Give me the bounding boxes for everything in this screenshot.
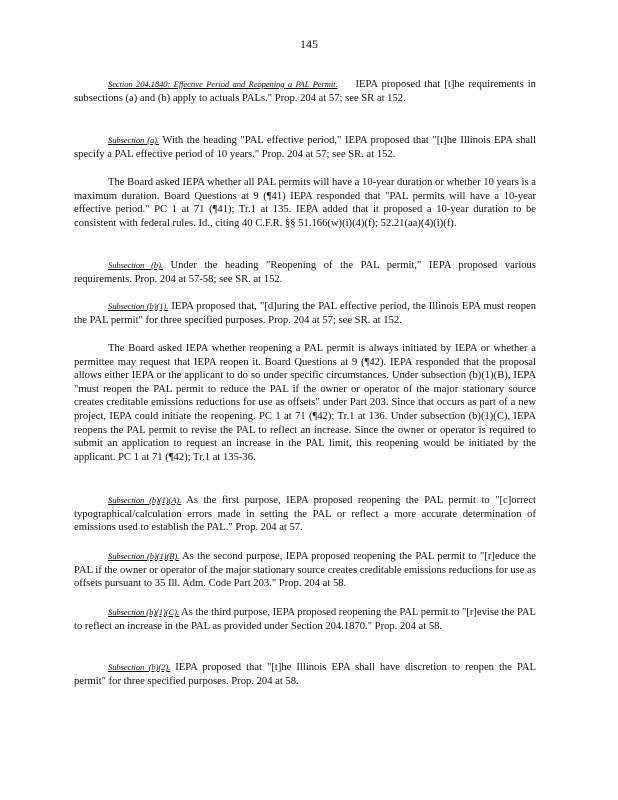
paragraph-subsection-a [74,134,536,161]
paragraph-text: IEPA proposed that [t]he requirements in subsections (a) and (b) apply to actuals PALs." Prop. 204 at 57; see SR at 152. [74,79,536,104]
paragraph-text: As the second purpose, IEPA proposed reopening the PAL permit to "[r]educe the PAL if the owner or operator of the major stationary source creates creditable emissions reductions for use as offsets pursuant to 35 Ill. Adm. Code Part 203." Prop. 204 at 58. [74,551,536,590]
paragraph-subsection-b-1 [74,300,536,327]
subsection-heading: Subsection (b)(1)(C). [108,607,179,617]
paragraph-text: IEPA proposed that "[t]he Illinois EPA shall have discretion to reopen the PAL permit" for three specified purposes. Prop. 204 at 58. [74,662,537,687]
paragraph-section-204-1840 [74,78,536,105]
subsection-heading: Subsection (b)(2). [108,662,171,672]
subsection-heading: Subsection (b). [108,260,163,270]
paragraph-text: The Board asked IEPA whether reopening a PAL permit is always initiated by IEPA or whether a permittee may request that IEPA reopen it. Board Questions at 9 (¶42). IEPA responded that the proposal allows either IEPA or the applicant to do so under specific circumstances. Under subsection (b)(1)(B), IEPA "must reopen the PAL permit to reduce the PAL if the owner or operator of the major stationary source creates creditable emissions reductions for use as offsets" under Part 203. Since that occurs as part of a new project, IEPA could initiate the reopening. PC 1 at 71 (¶42); Tr.1 at 136. Under subsection (b)(1)(C), IEPA reopens the PAL permit to revise the PAL to reflect an increase. Since the owner or operator is required to submit an application to request an increase in the PAL limit, this reopening would be initiated by the applicant. PC 1 at 71 (¶42); Tr.1 at 135-36. [74,343,536,463]
subsection-heading: Subsection (a). [108,135,159,145]
paragraph-board-question-41 [74,176,536,230]
page-number: 145 [300,37,318,51]
paragraph-subsection-b-1-c [74,606,536,633]
subsection-heading: Subsection (b)(1). [108,301,169,311]
paragraph-subsection-b [74,259,536,286]
paragraph-text: Under the heading "Reopening of the PAL permit," IEPA proposed various requirements. Prop. 204 at 57-58; see SR. at 152. [74,260,536,285]
paragraph-text: With the heading "PAL effective period," IEPA proposed that "[t]he Illinois EPA shall specify a PAL effective period of 10 years." Prop. 204 at 57; see SR. at 152. [74,135,536,160]
paragraph-subsection-b-2 [74,661,536,688]
subsection-heading: Subsection (b)(1)(B). [108,551,180,561]
paragraph-text: IEPA proposed that, "[d]uring the PAL effective period, the Illinois EPA must reopen the PAL permit" for three specified purposes. Prop. 204 at 57; see SR. at 152. [74,301,536,326]
subsection-heading: Subsection (b)(1)(A). [108,495,182,505]
section-heading: Section 204.1840: Effective Period and Reopening a PAL Permit. [108,79,338,89]
paragraph-text: As the third purpose, IEPA proposed reopening the PAL permit to "[r]evise the PAL to reflect an increase in the PAL as provided under Section 204.1870." Prop. 204 at 58. [74,607,536,632]
paragraph-text: As the first purpose, IEPA proposed reopening the PAL permit to "[c]orrect typographical/calculation errors made in setting the PAL or reflect a more accurate determination of emissions used to establish the PAL." Prop. 204 at 57. [74,495,536,534]
paragraph-subsection-b-1-b [74,550,536,591]
paragraph-board-question-42 [74,342,536,464]
paragraph-text: The Board asked IEPA whether all PAL permits will have a 10-year duration or whether 10 years is a maximum duration. Board Questions at 9 (¶41) IEPA responded that "PAL permits will have a 10-year effective period." PC 1 at 71 (¶41); Tr.1 at 135. IEPA added that it proposed a 10-year duration to be consistent with federal rules. Id., citing 40 C.F.R. §§ 51.166(w)(i)(4)(f); 52.21(aa)(4)(i)(f). [74,177,536,229]
paragraph-subsection-b-1-a [74,494,536,535]
